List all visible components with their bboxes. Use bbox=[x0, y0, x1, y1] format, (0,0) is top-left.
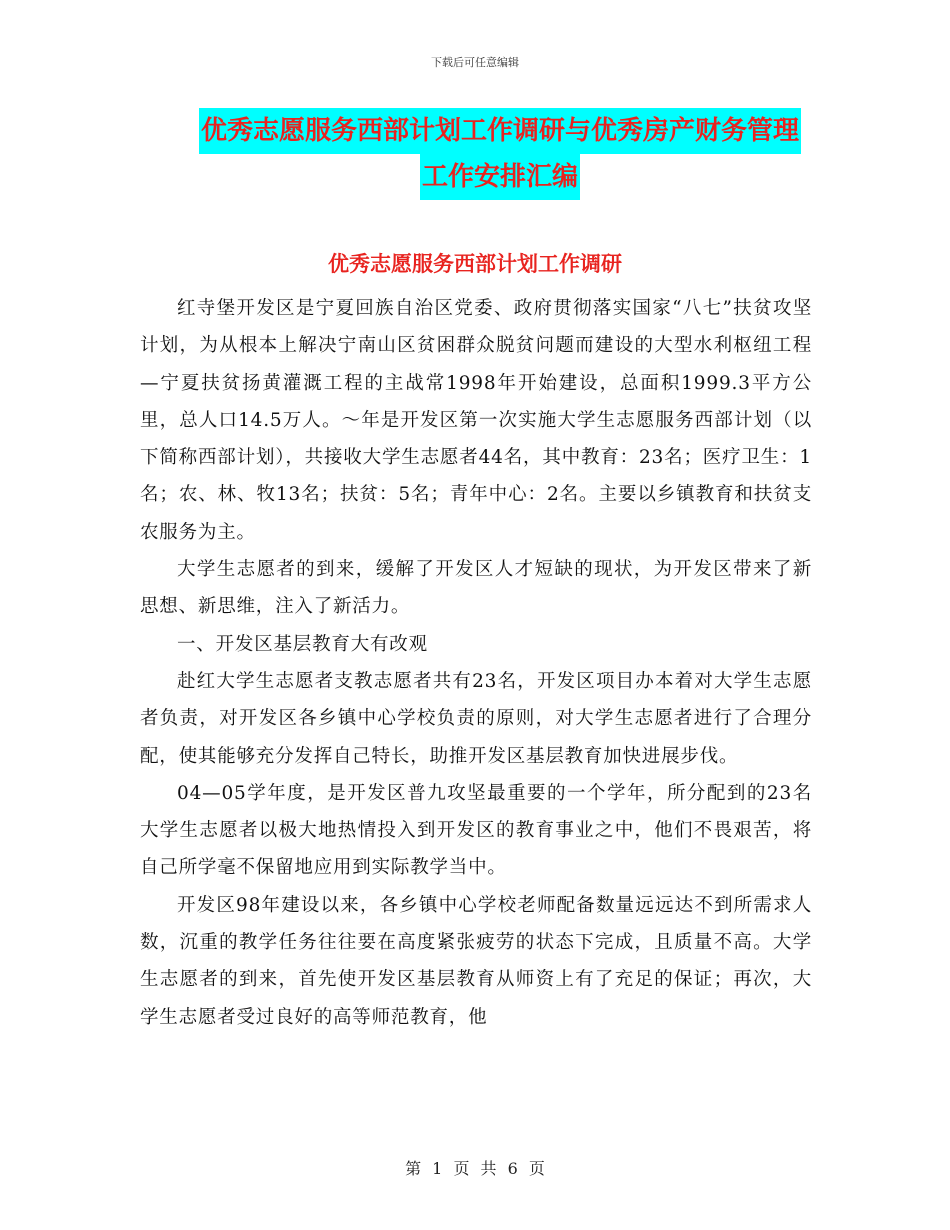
document-title bbox=[140, 108, 860, 200]
paragraph-1: 红寺堡开发区是宁夏回族自治区党委、政府贯彻落实国家“八七”扶贫攻坚计划，为从根本上解决宁南山区贫困群众脱贫问题而建设的大型水利枢纽工程—宁夏扶贫扬黄灌溉工程的主战常1998年开始建设，总面积1999.3平方公里，总人口14.5万人。～年是开发区第一次实施大学生志愿服务西部计划（以下简称西部计划），共接收大学生志愿者44名，其中教育：23名；医疗卫生：1名；农、林、牧13名；扶贫：5名；青年中心：2名。主要以乡镇教育和扶贫支农服务为主。 bbox=[140, 298, 812, 543]
body-text bbox=[140, 290, 812, 1036]
paragraph-3-heading: 一、开发区基层教育大有改观 bbox=[177, 633, 428, 655]
paragraph-5: 04—05学年度，是开发区普九攻坚最重要的一个学年，所分配到的23名大学生志愿者以极大地热情投入到开发区的教育事业之中，他们不畏艰苦，将自己所学毫不保留地应用到实际教学当中。 bbox=[140, 782, 812, 879]
paragraph-6: 开发区98年建设以来，各乡镇中心学校老师配备数量远远达不到所需求人数，沉重的教学任务往往要在高度紧张疲劳的状态下完成，且质量不高。大学生志愿者的到来，首先使开发区基层教育从师资上有了充足的保证；再次，大学生志愿者受过良好的高等师范教育，他 bbox=[140, 894, 812, 1028]
paragraph-2: 大学生志愿者的到来，缓解了开发区人才短缺的现状，为开发区带来了新思想、新思维，注入了新活力。 bbox=[140, 559, 812, 618]
paragraph-4: 赴红大学生志愿者支教志愿者共有23名，开发区项目办本着对大学生志愿者负责，对开发区各乡镇中心学校负责的原则，对大学生志愿者进行了合理分配，使其能够充分发挥自己特长，助推开发区基层教育加快进展步伐。 bbox=[140, 670, 812, 767]
title-line-1: 优秀志愿服务西部计划工作调研与优秀房产财务管理 bbox=[199, 108, 801, 154]
header-note: 下载后可任意编辑 bbox=[431, 56, 519, 69]
title-line-2: 工作安排汇编 bbox=[420, 154, 580, 200]
page-footer: 第 1 页 共 6 页 bbox=[405, 1159, 545, 1178]
section-heading: 优秀志愿服务西部计划工作调研 bbox=[328, 252, 622, 276]
